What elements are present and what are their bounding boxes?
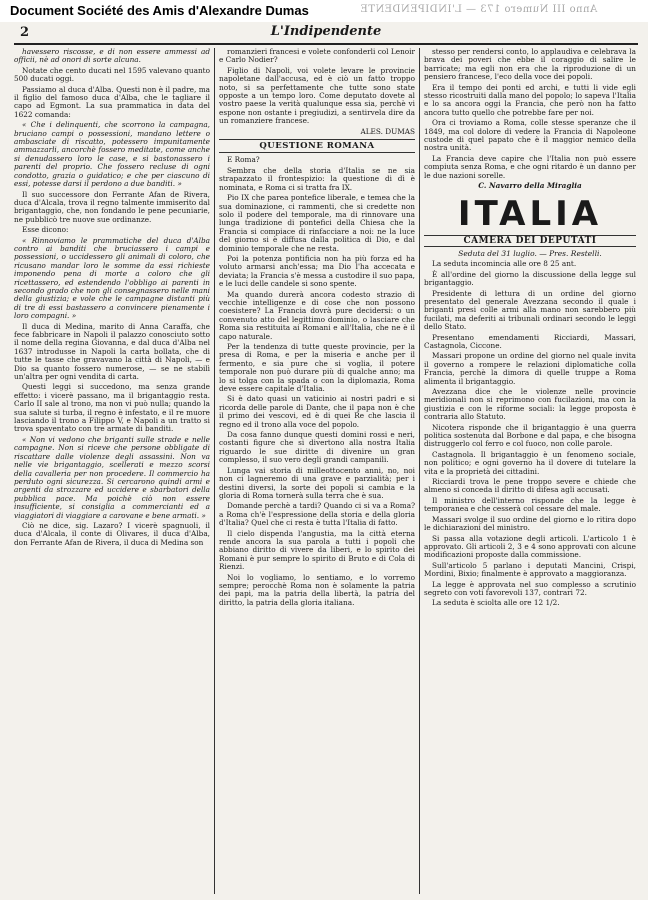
paragraph: Massari propone un ordine del giorno nel quale invita il governo a rompere le relazioni diplomatiche colla Francia, perchè la dimora di quelle truppe a Roma alimenta il brigantaggio. [424,351,636,386]
paragraph: Notate che cento ducati nel 1595 valevano quanto 500 ducati oggi. [14,65,210,84]
paragraph: Il suo successore don Ferrante Afan de Rivera, duca d'Alcala, trova il regno talmente immiserito dal brigantaggio, che, non fondando le pene pecuniarie, ne pubblicò tre nuove sue ordinanze. [14,189,210,224]
section-title-italia: ITALIA [457,193,603,234]
column-3 [424,48,636,894]
column-rule [419,48,420,894]
paragraph: Sull'articolo 5 parlano i deputati Mancini, Crispi, Mordini, Bixio; finalmente è approvato a maggioranza. [424,560,636,579]
bleed-through-text: Anno III Numero 173 — L'INDIPENDENTE [360,4,598,15]
section-heading: QUESTIONE ROMANA [219,139,415,153]
paragraph: È all'ordine del giorno la discussione della legge sul brigantaggio. [424,269,636,288]
paragraph: Il duca di Medina, marito di Anna Caraffa, che fece fabbricare in Napoli il palazzo conosciuto sotto il nome della regina Giovanna, e dal duca d'Alba nel 1637 introdusse in Napoli la carta bollata, che di tutte le tasse che gravavano la città di Napoli, — e Dio sa quanto fossero numerose, — se ne stabilì un'altra per ogni vendita di carta. [14,321,210,382]
paragraph: Ciò ne dice, sig. Lazaro? I vicerè spagnuoli, il duca d'Alcala, il conte di Olivares, il duca d'Alba, don Ferrante Afan de Rivera, il duca di Medina son [14,520,210,547]
masthead-title: L'Indipendente [270,24,382,39]
paragraph: Poi la potenza pontificia non ha più forza ed ha voluto armarsi anch'essa; ma Dio l'ha accecata e deviata; la Francia s'è messa a custodire il suo papa, e le luci delle candele si sono spente. [219,253,415,289]
paragraph: Il ministro dell'interno risponde che la legge è temporanea e che cesserà col cessare del male. [424,495,636,514]
paragraph: Era il tempo dei ponti ed archi, e tutti li vide egli stesso ricostruiti dalla mano del popolo; lo sapeva l'Italia e lo sa ancora oggi la Francia, che però non ha fatto ancora tutto quello che potrebbe fare per noi. [424,82,636,117]
paragraph: stesso per rendersi conto, lo applaudiva e celebrava la brava dei poveri che ebbe il coraggio di salire le barricate; ma egli non era che la riproduzione di un pensiero francese, l'eco della voce dei popoli. [424,48,636,82]
paragraph: Sembra che della storia d'Italia se ne sia strapazzato il frontespizio: la questione di dì è nominata, e Roma ci si tratta fra IX. [219,165,415,192]
column-1 [14,48,210,894]
paragraph: E Roma? [227,155,260,165]
paragraph: Ora ci troviamo a Roma, colle stesse speranze che il 1849, ma col dolore di vedere la Francia di Napoleone custode di quel papato che è il maggior nemico della nostra unità. [424,118,636,153]
paragraph: Per la tendenza di tutte queste provincie, per la presa di Roma, e per la miseria e anche per il fermento, e sia pure che si voglia, il potere temporale non può durare più di qualche anno; ma lo si tolga con la spada o con la diplomazia, Roma deve essere capitale d'Italia. [219,342,415,394]
paragraph: Presidente di lettura di un ordine del giorno presentato del generale Avezzana secondo il quale i briganti presi colle armi alla mano non sarebbero più fucilati, ma deferiti ai tribunali ordinari secondo le leggi dello Stato. [424,288,636,332]
paragraph: Domande perchè a tardi? Quando ci si va a Roma? a Roma ch'è l'espressione della storia e della gloria d'Italia? Quel che ci resta è tutta l'Italia di fatto. [219,501,415,528]
paragraph: La Francia deve capire che l'Italia non può essere compiuta senza Roma, e che ogni ritardo è un danno per le due nazioni sorelle. [424,153,636,180]
quote-paragraph: « Non vi vedono che briganti sulle strade e nelle campagne. Non si riceve che persone obbligate di riscattare dalle violenze degli assassini. Non va nelle vie brigantaggio, scellerati e mezzo scorsi della cavalleria per non procedere. Il commercio ha perduto ogni sicurezza. Si cercarono quindi armi e argenti da strozzare ed uccidere e sbarbatori della pubblica pace. Ma poichè ciò non essere insufficiente, si consiglia a commercianti ed a viaggiatori di viaggiare a carovane e bene armati. » [14,434,210,520]
paragraph: Noi lo vogliamo, lo sentiamo, e lo vorremo sempre; perocchè Roma non è solamente la patria dei papi, ma la patria della libertà, la patria del diritto, la patria della gloria italiana. [219,572,415,607]
paragraph: Si passa alla votazione degli articoli. L'articolo 1 è approvato. Gli articoli 2, 3 e 4 sono approvati con alcune modificazioni proposte dalla commissione. [424,533,636,560]
paragraph: Lunga vai storia di milleottocento anni, no, noi non ci lagneremo di una grave e parzialità; per i destini diversi, la sorte dei popoli si cambia e la gloria di Roma tornerà sulla terra che è sua. [219,465,415,500]
paragraph: Nicotera risponde che il brigantaggio è una guerra politica sostenuta dal Borbone e dal papa, e che bisogna distruggerlo col ferro e col fuoco, non colle parole. [424,422,636,449]
column-2 [219,48,415,894]
paragraph: La legge è approvata nel suo complesso a scrutinio segreto con voti favorevoli 137, contrari 72. [424,579,636,597]
paragraph: Figlio di Napoli, voi volete levare le provincie napoletane dall'accusa, ed è ciò un fatto troppo noto, si sa perfettamente che tutte sono state opposte a un tempo loro. Come deputato dovete al vostro paese la verità qualunque essa sia, perchè vi espone non ostante i pregiudizi, a sentirvela dire da un romanziere francese. [219,65,415,126]
paragraph: Avezzana dice che le violenze nelle provincie meridionali non si reprimono con fucilazioni, ma con la giustizia e con le riforme sociali: la legge proposta è contraria allo Statuto. [424,387,636,422]
section-subtitle: CAMERA DEI DEPUTATI [424,235,636,247]
paragraph: Esse dicono: [22,225,69,235]
paragraph: Presentano emendamenti Ricciardi, Massari, Castagnola, Ciccone. [424,332,636,350]
quote-paragraph: « Rinnoviamo le prammatiche del duca d'Alba contro ai banditi che bruciassero i campi e possessioni, o uccidessero gli animali di coloro, che ricusano mandar loro le somme da essi richieste imponendo pena di morte a coloro che gli ricettassero, ed estendendo l'obbligo ai parenti in secondo grado che non gli consegnassero nelle mani della giustizia; e vole che le campagne distanti più di tre di essi bastassero a convincere pienamente i loro compagni. » [14,235,210,321]
paragraph: La seduta è sciolta alle ore 12 1/2. [432,598,560,608]
paragraph: havessero riscosse, e di non essere ammessi ad officii, nè ad onori di sorte alcuna. [14,48,210,65]
page-number: 2 [20,25,30,40]
paragraph: romanzieri francesi e volete confonderli col Lenoir e Carlo Nodier? [219,48,415,65]
article-signature: ALES. DUMAS [360,126,415,136]
paragraph: Pio IX che parea pontefice liberale, e temea che la sua dominazione, ci rammenti, che si credette non solo il podere del temporale, ma di rinnovare una lunga tradizione di pontefici della Chiesa che la Francia si compiace di rinfacciare a noi: ne la luce del giorno si è diffusa dalla politica di Dio, e dal dominio temporale che ne resta. [219,193,415,253]
paragraph: La seduta incomincia alle ore 8 25 ant. [432,259,577,269]
paragraph: Si è dato quasi un vaticinio ai nostri padri e si ricorda delle parole di Dante, che il papa non è che il primo dei vescovi, ed è di quei Re che lascia il regno ed il trono alla voce del popolo. [219,394,415,429]
article-signature: C. Navarro della Miraglia [478,181,582,191]
paragraph: Ricciardi trova le pene troppo severe e chiede che almeno si conceda il diritto di difesa agli accusati. [424,477,636,495]
watermark-title: Document Société des Amis d'Alexandre Dumas [10,3,309,18]
paragraph: Castagnola. Il brigantaggio è un fenomeno sociale, non politico; e ogni governo ha il dovere di tutelare la vita e la proprietà dei cittadini. [424,449,636,476]
paragraph: Massari svolge il suo ordine del giorno e lo ritira dopo le dichiarazioni del ministro. [424,514,636,533]
quote-paragraph: « Che i delinquenti, che scorrono la campagna, bruciano campi o possessioni, mandano lettere o ambasciate di riscatto, potessero impunitamente ammazzarli, ancorchè fossero meditate, come anche si denudassero loro le case, e si bastonassero i parenti del proprio. Che fossero recluse di ogni condotto, grazia o guidatico; e che per ciascuno di essi, potesse darsi il perdono a due banditi. » [14,120,210,189]
paragraph: Ma quando durerà ancora codesto strazio di vecchie intelligenze e di cose che non possono coesistere? La Francia dovrà pure decidersi: o un convenuto atto del legittimo dominio, o lasciare che Roma sia restituita ai Romani e all'Italia, che ne è il capo naturale. [219,289,415,341]
paragraph: Passiamo al duca d'Alba. Questi non è il padre, ma il figlio del famoso duca d'Alba, che le tagliare il capo ad Egmont. La sua prammatica in data del 1622 comanda: [14,84,210,119]
paragraph: Da cosa fanno dunque questi domini rossi e neri, costanti figure che si divertono alla nostra Italia riguardo le sue diritte di divenire un gran complesso, il suo vero degli grandi campanili. [219,430,415,465]
watermark-banner [0,0,648,22]
paragraph: Questi leggi si succedono, ma senza grande effetto: i vicerè passano, ma il brigantaggio resta. Carlo II sale al trono, ma non vi può nulla; quando la sua salute si turba, il regno è infestato, e il re muore lasciando il trono a Filippo V, e Napoli a un tratto si trova spaventato con tre armate di banditi. [14,382,210,434]
session-dateline: Seduta del 31 luglio. — Pres. Restelli. [458,248,602,258]
page-header [14,25,638,45]
column-rule [214,48,215,894]
paragraph: Il cielo dispenda l'angustia, ma la città eterna rende ancora la sua parola a tutti i popoli che abbiano diritto di vivere da liberi, e lo spirito dei Romani è pur sempre lo spirito di Bruto e di Cola di Rienzi. [219,528,415,572]
